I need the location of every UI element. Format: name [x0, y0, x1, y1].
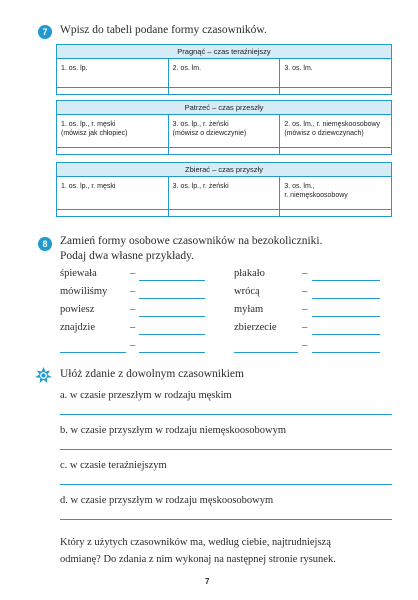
table-cell[interactable]	[279, 177, 391, 209]
verb-word: wrócą	[234, 286, 260, 297]
table-header: Zbierać – czas przyszły	[57, 163, 391, 177]
cell-label: 3. os. lp., r. żeński	[172, 183, 229, 190]
table-cell[interactable]	[168, 115, 280, 147]
task-item: d. w czasie przyszłym w rodzaju męskoosobowym	[60, 495, 274, 506]
exercise-8-instruction: Zamień formy osobowe czasowników na bezokoliczniki.	[60, 235, 323, 247]
table-cell[interactable]	[279, 115, 391, 147]
writing-line[interactable]	[60, 484, 392, 485]
writing-line[interactable]	[60, 519, 392, 520]
answer-line[interactable]	[139, 334, 205, 335]
table-patrzec	[56, 100, 392, 155]
verb-word: powiesz	[60, 304, 95, 315]
cell-label: 1. os. lp., r. męski	[61, 121, 116, 128]
task-item: a. w czasie przeszłym w rodzaju męskim	[60, 390, 232, 401]
exercise-8-instruction-2: Podaj dwa własne przykłady.	[60, 250, 195, 262]
dash: –	[302, 268, 308, 279]
dash: –	[130, 268, 136, 279]
cell-label: 2. os. lm., r. niemęskoosobowy	[284, 121, 381, 128]
table-cell[interactable]	[57, 59, 168, 87]
cell-hint: (mówisz o dziewczynach)	[284, 130, 364, 138]
answer-line[interactable]	[139, 298, 205, 299]
cell-label: 2. os. lm.	[172, 65, 202, 72]
closing-question-2: odmianę? Do zdania z nim wykonaj na następnej stronie rysunek.	[60, 554, 336, 565]
cell-label: 3. os. lm.	[284, 65, 313, 72]
verb-word: śpiewała	[60, 268, 97, 279]
cell-hint: (mówisz o dziewczynie)	[172, 130, 247, 138]
cell-hint: (mówisz jak chłopiec)	[61, 130, 128, 138]
closing-question: Który z użytych czasowników ma, według ciebie, najtrudniejszą	[60, 537, 331, 548]
dash: –	[130, 286, 136, 297]
task-item: b. w czasie przyszłym w rodzaju niemęskoosobowym	[60, 425, 286, 436]
cell-label: r. niemęskoosobowy	[284, 192, 348, 200]
table-cell[interactable]	[279, 59, 391, 87]
dash: –	[302, 340, 308, 351]
answer-line[interactable]	[139, 316, 205, 317]
table-blank-row[interactable]	[57, 209, 391, 216]
verb-word: znajdzie	[60, 322, 95, 333]
own-example-line[interactable]	[60, 352, 126, 353]
verb-word: zbierzecie	[234, 322, 277, 333]
dash: –	[302, 286, 308, 297]
dash: –	[130, 340, 136, 351]
writing-line[interactable]	[60, 449, 392, 450]
cell-label: 1. os. lp.	[61, 65, 88, 72]
cell-label: 3. os. lm.,	[284, 183, 315, 190]
verb-word: płakało	[234, 268, 265, 279]
page-number: 7	[205, 577, 210, 586]
verb-word: myłam	[234, 304, 264, 315]
exercise-7-badge: 7	[38, 25, 52, 39]
task-item: c. w czasie teraźniejszym	[60, 460, 167, 471]
writing-line[interactable]	[60, 414, 392, 415]
answer-line[interactable]	[139, 352, 205, 353]
dash: –	[130, 304, 136, 315]
star-icon	[35, 367, 52, 384]
answer-line[interactable]	[312, 334, 380, 335]
table-cell[interactable]	[168, 59, 280, 87]
dash: –	[302, 322, 308, 333]
own-example-line[interactable]	[234, 352, 298, 353]
exercise-9-instruction: Ułóż zdanie z dowolnym czasownikiem	[60, 368, 244, 380]
dash: –	[302, 304, 308, 315]
exercise-8-badge: 8	[38, 237, 52, 251]
table-blank-row[interactable]	[57, 87, 391, 94]
exercise-7-instruction: Wpisz do tabeli podane formy czasowników.	[60, 24, 267, 36]
table-zbierac	[56, 162, 392, 217]
table-pragnac	[56, 44, 392, 95]
answer-line[interactable]	[312, 298, 380, 299]
verb-word: mówiliśmy	[60, 286, 108, 297]
answer-line[interactable]	[312, 352, 380, 353]
cell-label: 3. os. lp., r. żeński	[172, 121, 229, 128]
table-header: Patrzeć – czas przeszły	[57, 101, 391, 115]
table-cell[interactable]	[168, 177, 280, 209]
cell-label: 1. os. lp., r. męski	[61, 183, 116, 190]
table-cell[interactable]	[57, 177, 168, 209]
answer-line[interactable]	[139, 280, 205, 281]
table-cell[interactable]	[57, 115, 168, 147]
table-blank-row[interactable]	[57, 147, 391, 154]
table-header: Pragnąć – czas teraźniejszy	[57, 45, 391, 59]
answer-line[interactable]	[312, 316, 380, 317]
answer-line[interactable]	[312, 280, 380, 281]
dash: –	[130, 322, 136, 333]
